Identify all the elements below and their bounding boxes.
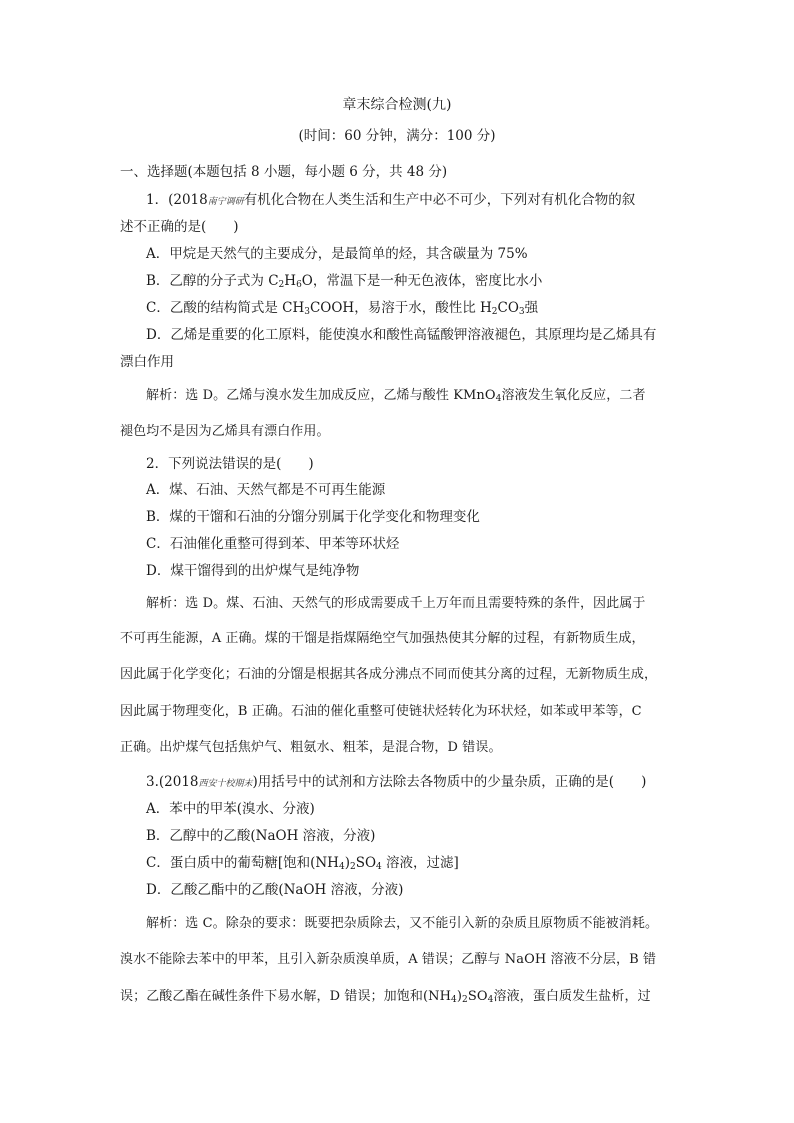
q1-explanation-line2: 褪色均不是因为乙烯具有漂白作用。 (120, 424, 330, 439)
q1-stem-line1: 1．(2018南宁调研有机化合物在人类生活和生产中必不可少，下列对有机化合物的叙 (146, 192, 636, 208)
q2-explanation-line2: 不可再生能源，A 正确。煤的干馏是指煤隔绝空气加强热使其分解的过程，有新物质生成， (120, 631, 645, 646)
q1-option-b: B．乙醇的分子式为 $C_2H_6O$，常温下是一种无色液体，密度比水小 (146, 273, 543, 290)
q2-explanation-line5: 正确。出炉煤气包括焦炉气、粗氨水、粗苯，是混合物，D 错误。 (120, 740, 502, 755)
q2-option-b: B．煤的干馏和石油的分馏分别属于化学变化和物理变化 (146, 509, 480, 525)
q1-option-c: C．乙酸的结构简式是 $CH_3COOH$，易溶于水，酸性比 $H_2CO_3$强 (146, 300, 539, 317)
q2-explanation-line4: 因此属于物理变化，B 正确。石油的催化重整可使链状烃转化为环状烃，如苯或甲苯等，C (120, 704, 642, 719)
page-subtitle: (时间：60 分钟，满分：100 分) (298, 128, 496, 144)
q3-explanation-line2: 溴水不能除去苯中的甲苯，且引入新杂质溴单质，A 错误；乙醇与 NaOH 溶液不分层，B 错 (120, 952, 657, 967)
q1-option-a: A．甲烷是天然气的主要成分，是最简单的烃，其含碳量为 75% (146, 246, 528, 262)
q2-option-d: D．煤干馏得到的出炉煤气是纯净物 (146, 563, 360, 579)
q3-option-d: D．乙酸乙酯中的乙酸(NaOH 溶液，分液) (146, 882, 404, 898)
q1-explanation-line1: 解析：选 D。乙烯与溴水发生加成反应，乙烯与酸性 KMnO$_4$溶液发生氧化反应，二者 (146, 388, 646, 404)
q3-stem: 3.(2018西安十校期末)用括号中的试剂和方法除去各物质中的少量杂质，正确的是( ) (146, 774, 647, 790)
q3-option-b: B．乙醇中的乙酸(NaOH 溶液，分液) (146, 828, 376, 844)
section-heading: 一、选择题(本题包括 8 小题，每小题 6 分，共 48 分) (120, 164, 448, 180)
q1-option-d-line1: D．乙烯是重要的化工原料，能使溴水和酸性高锰酸钾溶液褪色，其原理均是乙烯具有 (146, 327, 657, 343)
q1-stem-line2: 述不正确的是( ) (120, 219, 239, 235)
q3-option-c: C．蛋白质中的葡萄糖[饱和$(NH_4)_2SO_4$ 溶液，过滤] (146, 855, 459, 872)
q3-explanation-line3: 误；乙酸乙酯在碱性条件下易水解，D 错误；加饱和$(NH_4)_2SO_4$溶液，蛋白质发生盐析，过 (120, 989, 651, 1005)
q3-option-a: A．苯中的甲苯(溴水、分液) (146, 801, 315, 817)
q2-explanation-line3: 因此属于化学变化；石油的分馏是根据其各成分沸点不同而使其分离的过程，无新物质生成， (120, 667, 658, 682)
q1-option-d-line2: 漂白作用 (120, 354, 174, 370)
q2-option-c: C．石油催化重整可得到苯、甲苯等环状烃 (146, 536, 400, 552)
page-title: 章末综合检测(九) (342, 97, 452, 113)
q2-option-a: A．煤、石油、天然气都是不可再生能源 (146, 482, 386, 498)
q3-explanation-line1: 解析：选 C。除杂的要求：既要把杂质除去，又不能引入新的杂质且原物质不能被消耗。 (146, 916, 659, 931)
q2-stem: 2．下列说法错误的是( ) (146, 456, 314, 472)
q2-explanation-line1: 解析：选 D。煤、石油、天然气的形成需要成千上万年而且需要特殊的条件，因此属于 (146, 596, 646, 611)
q1-source-tag: 南宁调研 (207, 197, 244, 207)
q3-source-tag: 西安十校期末 (198, 779, 253, 789)
